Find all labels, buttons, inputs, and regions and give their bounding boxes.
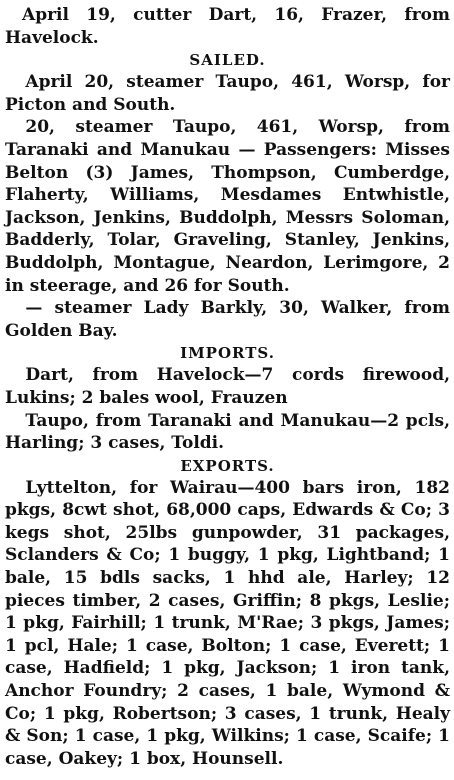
imports-entry-1: Dart, from Havelock—7 cords firewood, Lukins; 2 bales wool, Frauzen bbox=[5, 365, 450, 408]
arrival-entry: April 19, cutter Dart, 16, Frazer, from Havelock. bbox=[5, 5, 450, 48]
imports-heading: IMPORTS. bbox=[180, 344, 275, 363]
exports-heading: EXPORTS. bbox=[180, 456, 275, 475]
sailed-entry-2: 20, steamer Taupo, 461, Worsp, from Taranaki and Manukau — Passengers: Misses Belton (3) James, Thompson, Cumberdge, Flaherty, Williams, Mesdames Entwhistle, Jackson, Jenkins, Buddolph, Messrs Soloman, Badderly, Tolar, Graveling, Stanley, Jenkins, Buddolph, Montague, Neardon, Lerimgore, 2 in steerage, and 26 for South. bbox=[5, 117, 450, 296]
sailed-entry-3: — steamer Lady Barkly, 30, Walker, from Golden Bay. bbox=[5, 298, 450, 341]
sailed-entry-1: April 20, steamer Taupo, 461, Worsp, for Picton and South. bbox=[5, 72, 450, 115]
sailed-heading: SAILED. bbox=[189, 51, 266, 70]
exports-entry-1: Lyttelton, for Wairau—400 bars iron, 182 pkgs, 8cwt shot, 68,000 caps, Edwards & Co; 3 kegs shot, 25lbs gunpowder, 31 packages, Sclanders & Co; 1 buggy, 1 pkg, Lightband; 1 bale, 15 bdls sacks, 1 hhd ale, Harley; 12 pieces timber, 2 cases, Griffin; 8 pkgs, Leslie; 1 pkg, Fairhill; 1 trunk, M'Rae; 3 pkgs, James; 1 pcl, Hale; 1 case, Bolton; 1 case, Everett; 1 case, Hadfield; 1 pkg, Jackson; 1 iron tank, Anchor Foundry; 2 cases, 1 bale, Wymond & Co; 1 pkg, Robertson; 3 cases, 1 trunk, Healy & Son; 1 case, 1 pkg, Wilkins; 1 case, Scaife; 1 case, Oakey; 1 box, Hounsell. bbox=[5, 477, 450, 769]
imports-entry-2: Taupo, from Taranaki and Manukau—2 pcls, Harling; 3 cases, Toldi. bbox=[5, 410, 450, 454]
